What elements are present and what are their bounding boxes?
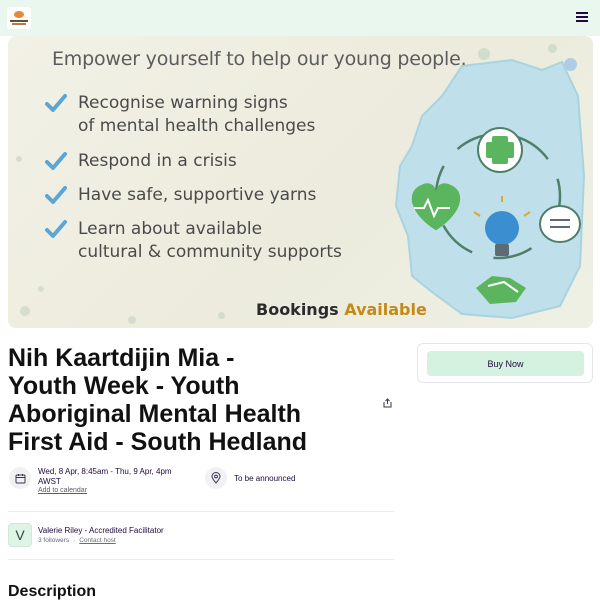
description-heading: Description <box>8 583 97 600</box>
banner-point-yarns: Have safe, supportive yarns <box>44 184 316 207</box>
checkmark-icon <box>44 218 68 240</box>
banner-point-crisis: Respond in a crisis <box>44 150 237 173</box>
first-aid-cross-icon <box>478 128 522 172</box>
logo-wordmark <box>10 20 28 22</box>
logo-wordmark-sub <box>12 23 26 25</box>
logo-mark <box>14 11 24 18</box>
contact-host-link[interactable]: Contact host <box>79 537 116 544</box>
organisation-logo[interactable] <box>7 7 31 29</box>
checkmark-icon <box>44 92 68 114</box>
bookings-available-label: Bookings Available <box>256 300 427 319</box>
banner-headline: Empower yourself to help our young people. <box>52 48 467 70</box>
event-date-time: Wed, 8 Apr, 8:45am - Thu, 9 Apr, 4pm AWST <box>38 467 172 486</box>
add-to-calendar-link[interactable]: Add to calendar <box>38 487 88 494</box>
speech-bubble-icon <box>540 206 580 242</box>
location-pin-icon <box>205 467 227 489</box>
banner-point-warning-signs: Recognise warning signs of mental health challenges <box>44 92 315 138</box>
calendar-icon <box>9 467 31 489</box>
event-location: To be announced <box>234 474 296 483</box>
section-divider <box>8 559 394 560</box>
section-divider <box>8 511 394 512</box>
host-meta <box>38 537 116 544</box>
checkmark-icon <box>44 150 68 172</box>
checkmark-icon <box>44 184 68 206</box>
share-icon[interactable] <box>383 395 392 405</box>
western-australia-map-graphic <box>392 56 588 326</box>
meta-separator: · <box>73 537 76 544</box>
hamburger-menu-icon[interactable] <box>576 12 588 22</box>
event-title: Nih Kaartdijin Mia - Youth Week - Youth Aboriginal Mental Health First Aid - South Hedland <box>8 344 308 456</box>
event-banner-image <box>8 36 593 328</box>
host-avatar[interactable]: V <box>8 523 32 547</box>
ticket-panel <box>417 343 593 383</box>
top-bar <box>0 0 600 36</box>
host-name[interactable]: Valerie Riley - Accredited Facilitator <box>38 526 164 535</box>
banner-point-supports: Learn about available cultural & community supports <box>44 218 342 264</box>
buy-now-button[interactable]: Buy Now <box>427 351 584 376</box>
host-followers: 3 followers <box>38 537 70 544</box>
